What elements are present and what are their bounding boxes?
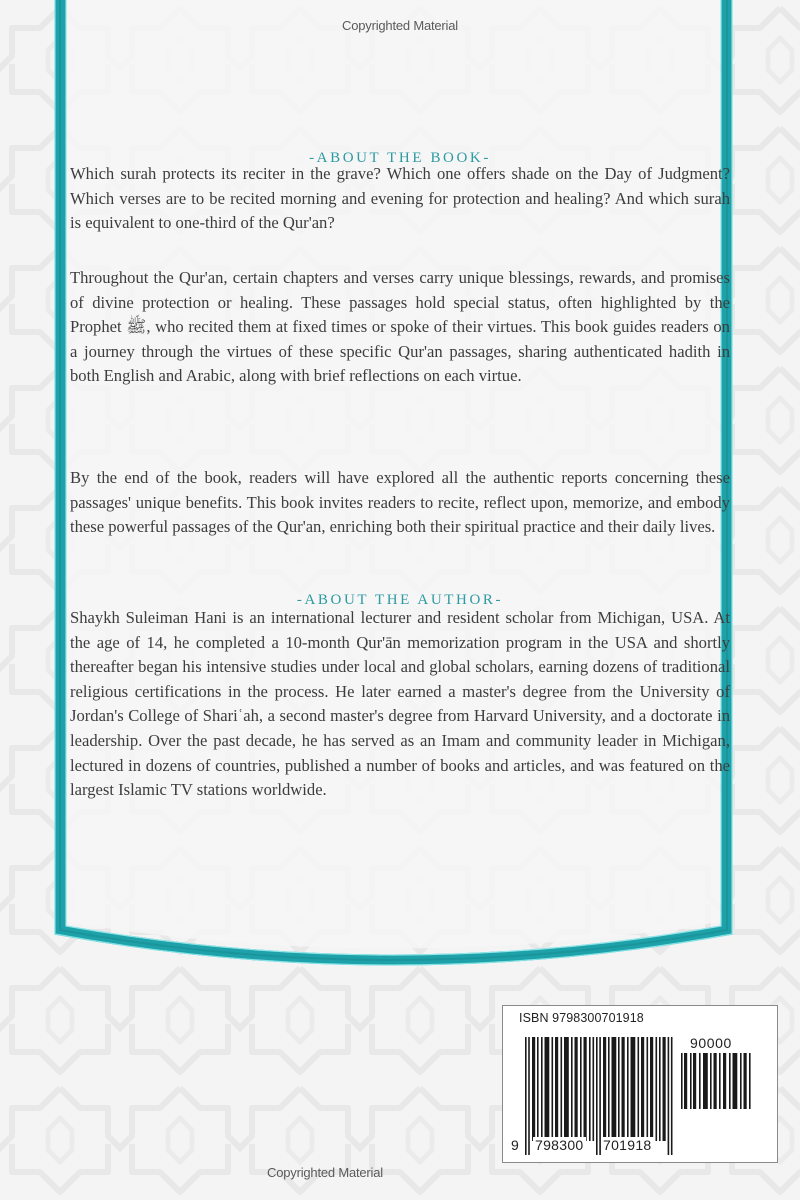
copyright-watermark-bottom: Copyrighted Material bbox=[267, 1165, 383, 1180]
about-book-paragraph-2: Throughout the Qur'an, certain chapters and verses carry unique blessings, rewards, and promises of divine protection or healing. These passages hold special status, often highlighted by the Prophet ﷺ, who recited them at fixed times or spoke of their virtues. This book guides readers on a journey through the virtues of these specific Qur'an passages, sharing authenticated hadith in both English and Arabic, along with brief reflections on each virtue. bbox=[70, 268, 730, 386]
isbn-label: ISBN 9798300701918 bbox=[519, 1011, 644, 1025]
isbn-digits-left: 798300 bbox=[535, 1137, 584, 1153]
about-book-paragraph-1: Which surah protects its reciter in the grave? Which one offers shade on the Day of Judgment? Which verses are to be recited morning and evening for protection and healing? And which surah is equivalent to one-third of the Qur'an? bbox=[70, 164, 730, 233]
price-code: 90000 bbox=[690, 1035, 732, 1051]
about-book-paragraph-3: By the end of the book, readers will have explored all the authentic reports concerning these passages' unique benefits. This book invites readers to recite, reflect upon, memorize, and embody these powerful passages of the Qur'an, enriching both their spiritual practice and their daily lives. bbox=[70, 468, 730, 537]
isbn-digits-right: 701918 bbox=[603, 1137, 652, 1153]
about-author-heading: -ABOUT THE AUTHOR- bbox=[296, 592, 504, 608]
copyright-watermark-top: Copyrighted Material bbox=[342, 18, 458, 33]
isbn-digit-lead: 9 bbox=[511, 1137, 519, 1153]
about-book-heading: -ABOUT THE BOOK- bbox=[309, 150, 491, 166]
isbn-barcode-box bbox=[502, 1005, 778, 1163]
price-addon-barcode-bars bbox=[681, 1053, 753, 1109]
about-author-paragraph: Shaykh Suleiman Hani is an international lecturer and resident scholar from Michigan, USA. At the age of 14, he completed a 10-month Qur'ān memorization program in the USA and shortly thereafter began his intensive studies under local and global scholars, earning dozens of traditional religious certifications in the process. He later earned a master's degree from the University of Jordan's College of Shariʿah, a second master's degree from Harvard University, and a doctorate in leadership. Over the past decade, he has served as an Imam and community leader in Michigan, lectured in dozens of countries, published a number of books and articles, and was featured on the largest Islamic TV stations worldwide. bbox=[70, 608, 730, 800]
